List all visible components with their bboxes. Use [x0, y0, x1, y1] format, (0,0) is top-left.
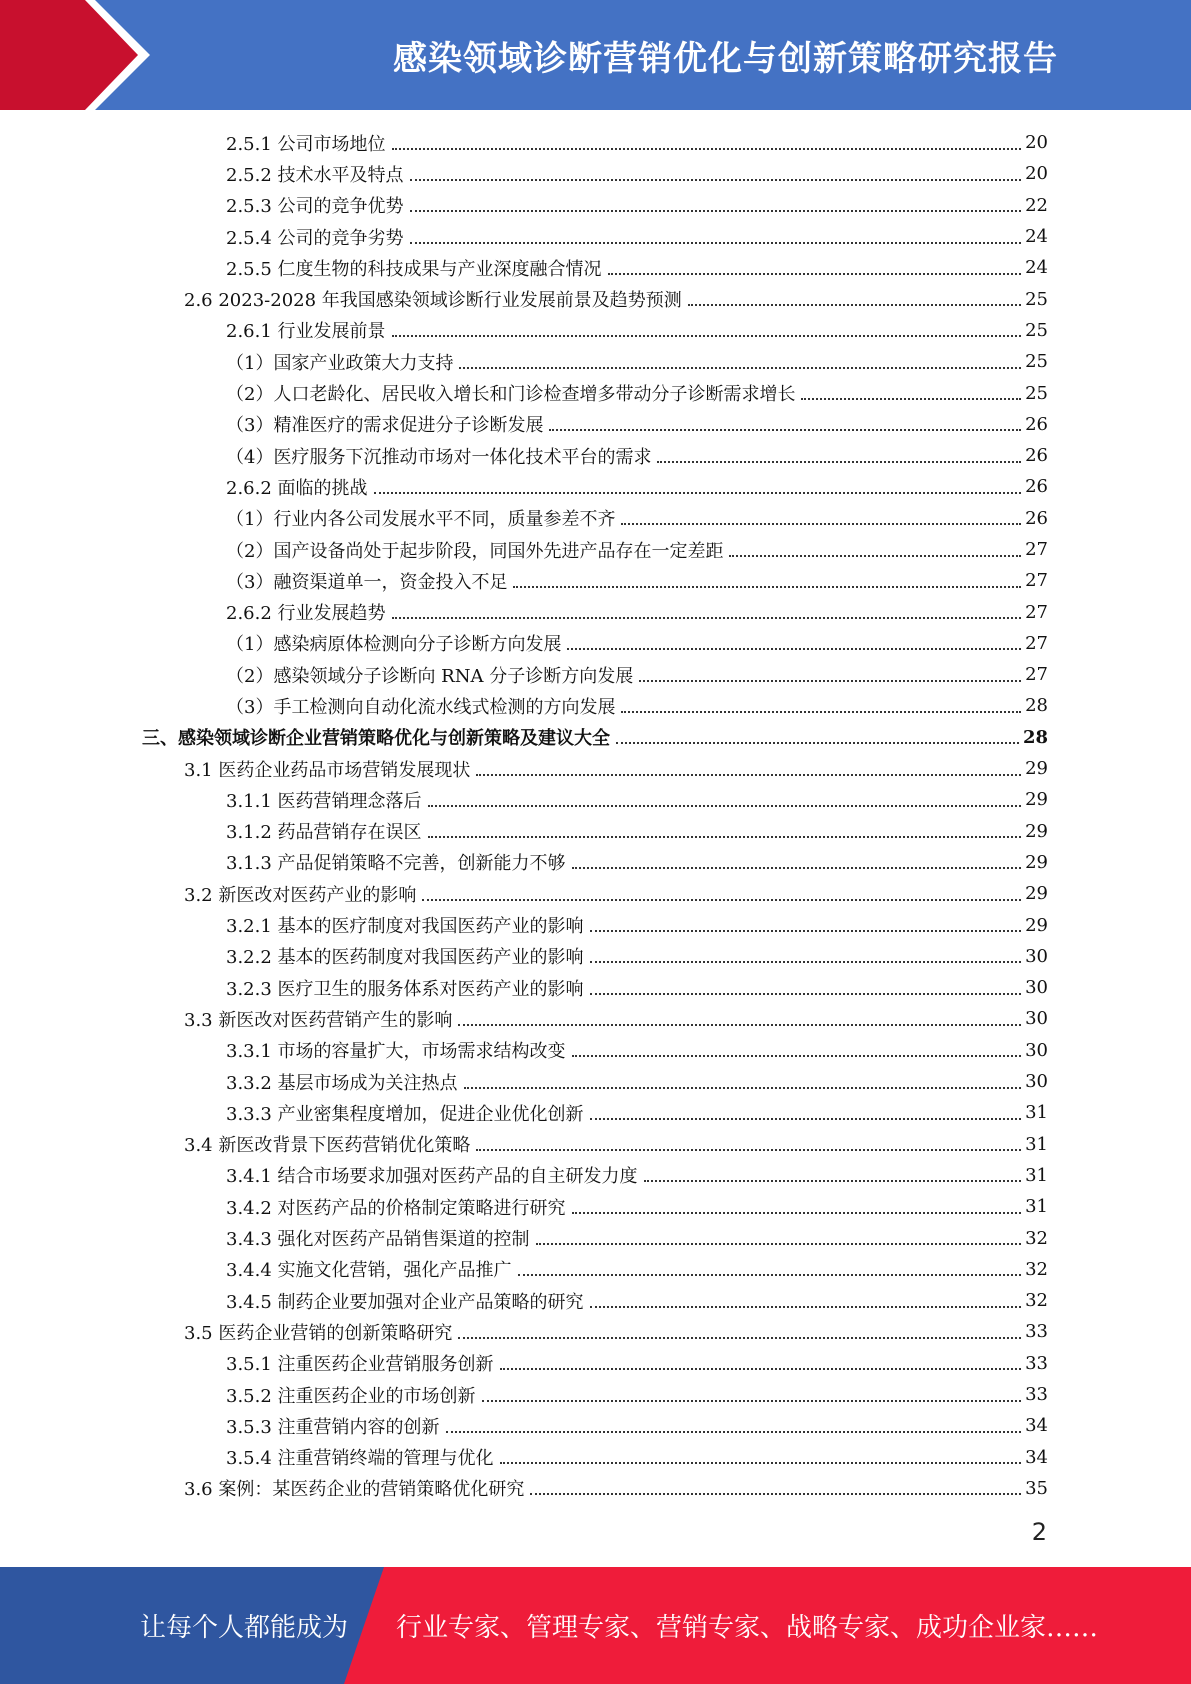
toc-dot-leader	[572, 1212, 1022, 1214]
toc-entry-page: 27	[1025, 539, 1048, 560]
toc-dot-leader	[458, 1024, 1021, 1026]
toc-entry-page: 26	[1025, 445, 1048, 467]
toc-dot-leader	[567, 648, 1021, 650]
toc-entry[interactable]	[226, 1410, 1048, 1441]
toc-dot-leader	[500, 1462, 1022, 1464]
toc-entry-page: 31	[1025, 1102, 1048, 1124]
toc-entry-page: 20	[1025, 163, 1048, 185]
toc-entry-page: 33	[1025, 1384, 1048, 1406]
toc-entry-page: 24	[1025, 257, 1048, 279]
toc-entry[interactable]	[226, 221, 1048, 252]
toc-entry[interactable]	[184, 1003, 1048, 1034]
toc-entry-label: 3.2 新医改对医药产业的影响	[184, 884, 417, 906]
report-title: 感染领域诊断营销优化与创新策略研究报告	[393, 38, 1058, 79]
toc-entry-label: 3.3 新医改对医药营销产生的影响	[184, 1009, 453, 1031]
toc-entry-label: 3.2.3 医疗卫生的服务体系对医药产业的影响	[226, 978, 584, 1000]
toc-entry-label: 3.5 医药企业营销的创新策略研究	[184, 1322, 453, 1344]
toc-entry-label: （3）精准医疗的需求促进分子诊断发展	[226, 415, 544, 437]
toc-entry-label: 3.5.1 注重医药企业营销服务创新	[226, 1354, 494, 1376]
toc-entry[interactable]	[226, 158, 1048, 189]
toc-dot-leader	[410, 210, 1022, 212]
toc-entry[interactable]	[226, 847, 1048, 878]
toc-entry-label: （2）国产设备尚处于起步阶段，同国外先进产品存在一定差距	[226, 540, 724, 562]
toc-entry-label: 3.5.2 注重医药企业的市场创新	[226, 1385, 476, 1407]
toc-entry-label: 3.1 医药企业药品市场营销发展现状	[184, 759, 471, 781]
toc-entry[interactable]	[184, 1473, 1048, 1504]
toc-entry-page: 25	[1025, 382, 1048, 404]
toc-entry-page: 22	[1025, 194, 1048, 216]
toc-entry[interactable]	[226, 972, 1048, 1003]
toc-entry-page: 34	[1025, 1446, 1048, 1468]
toc-entry[interactable]	[226, 1066, 1048, 1097]
toc-dot-leader	[644, 1180, 1022, 1182]
toc-entry-page: 20	[1025, 132, 1048, 154]
table-of-contents	[0, 127, 1191, 1504]
toc-entry[interactable]	[226, 816, 1048, 847]
toc-entry-page: 30	[1025, 1039, 1048, 1061]
page-footer	[0, 1567, 1191, 1684]
toc-entry-page: 30	[1025, 1008, 1048, 1030]
toc-entry[interactable]	[226, 1285, 1048, 1316]
toc-entry-label: 3.4 新医改背景下医药营销优化策略	[184, 1135, 471, 1157]
toc-entry-label: 3.4.4 实施文化营销，强化产品推广	[226, 1260, 512, 1282]
toc-entry-page: 31	[1025, 1133, 1048, 1155]
toc-entry[interactable]	[184, 283, 1048, 314]
toc-entry-label: 3.6 案例：某医药企业的营销策略优化研究	[184, 1479, 525, 1501]
toc-entry-label: （4）医疗服务下沉推动市场对一体化技术平台的需求	[226, 446, 652, 468]
toc-entry-label: 3.1.3 产品促销策略不完善，创新能力不够	[226, 853, 566, 875]
toc-entry[interactable]	[142, 722, 1048, 753]
toc-entry-page: 35	[1025, 1477, 1048, 1499]
toc-entry-page: 27	[1025, 664, 1048, 686]
toc-entry[interactable]	[226, 503, 1048, 534]
toc-entry[interactable]	[184, 1316, 1048, 1347]
toc-dot-leader	[536, 1243, 1022, 1245]
toc-entry-label: 3.2.1 基本的医疗制度对我国医药产业的影响	[226, 916, 584, 938]
toc-entry-label: 2.5.5 仁度生物的科技成果与产业深度融合情况	[226, 258, 602, 280]
toc-entry-page: 32	[1025, 1290, 1048, 1312]
toc-entry[interactable]	[226, 1160, 1048, 1191]
toc-entry-page: 28	[1025, 695, 1048, 717]
toc-entry-page: 27	[1025, 601, 1048, 623]
toc-dot-leader	[729, 555, 1021, 557]
footer-slogan-left: 让每个人都能成为	[140, 1613, 349, 1643]
toc-dot-leader	[458, 1337, 1021, 1339]
toc-dot-leader	[549, 429, 1021, 431]
toc-entry-label: 2.5.1 公司市场地位	[226, 133, 386, 155]
page-header	[0, 0, 1191, 110]
toc-dot-leader	[572, 1055, 1022, 1057]
toc-dot-leader	[482, 1400, 1022, 1402]
toc-entry[interactable]	[226, 440, 1048, 471]
toc-entry-label: 3.4.5 制药企业要加强对企业产品策略的研究	[226, 1291, 584, 1313]
toc-dot-leader	[374, 492, 1022, 494]
toc-entry-label: 2.6 2023-2028 年我国感染领域诊断行业发展前景及趋势预测	[184, 290, 682, 312]
toc-entry[interactable]	[226, 1035, 1048, 1066]
toc-entry-page: 30	[1025, 945, 1048, 967]
toc-entry-page: 31	[1025, 1164, 1048, 1186]
toc-entry-page: 32	[1025, 1227, 1048, 1249]
toc-dot-leader	[572, 867, 1022, 869]
toc-dot-leader	[590, 930, 1022, 932]
toc-entry-label: 3.5.4 注重营销终端的管理与优化	[226, 1448, 494, 1470]
toc-entry-label: 2.5.4 公司的竞争劣势	[226, 227, 404, 249]
toc-entry[interactable]	[226, 565, 1048, 596]
toc-dot-leader	[392, 335, 1022, 337]
toc-dot-leader	[518, 1274, 1022, 1276]
toc-entry-label: 3.4.3 强化对医药产品销售渠道的控制	[226, 1229, 530, 1251]
toc-dot-leader	[590, 1118, 1022, 1120]
toc-entry[interactable]	[226, 377, 1048, 408]
toc-entry-page: 29	[1025, 914, 1048, 936]
toc-dot-leader	[801, 398, 1021, 400]
toc-entry-page: 33	[1025, 1352, 1048, 1374]
toc-entry[interactable]	[226, 784, 1048, 815]
toc-entry-page: 29	[1025, 851, 1048, 873]
toc-entry-page: 25	[1025, 351, 1048, 373]
toc-dot-leader	[500, 1368, 1022, 1370]
toc-entry-label: 2.6.2 面临的挑战	[226, 477, 368, 499]
toc-dot-leader	[428, 805, 1022, 807]
toc-entry-label: 三、感染领域诊断企业营销策略优化与创新策略及建议大全	[142, 728, 610, 750]
toc-entry[interactable]	[226, 534, 1048, 565]
toc-entry[interactable]	[226, 190, 1048, 221]
toc-entry-label: 3.4.1 结合市场要求加强对医药产品的自主研发力度	[226, 1166, 638, 1188]
toc-entry-label: （2）人口老龄化、居民收入增长和门诊检查增多带动分子诊断需求增长	[226, 384, 796, 406]
toc-dot-leader	[410, 179, 1022, 181]
toc-entry-label: 2.5.3 公司的竞争优势	[226, 196, 404, 218]
toc-dot-leader	[616, 742, 1019, 744]
toc-entry[interactable]	[184, 753, 1048, 784]
toc-dot-leader	[428, 836, 1022, 838]
toc-entry-label: 3.4.2 对医药产品的价格制定策略进行研究	[226, 1197, 566, 1219]
toc-entry-label: 3.5.3 注重营销内容的创新	[226, 1416, 440, 1438]
toc-entry-label: 2.6.2 行业发展趋势	[226, 603, 386, 625]
toc-entry-label: （1）行业内各公司发展水平不同，质量参差不齐	[226, 509, 616, 531]
toc-entry[interactable]	[226, 1441, 1048, 1472]
toc-entry[interactable]	[184, 1129, 1048, 1160]
toc-entry[interactable]	[226, 628, 1048, 659]
toc-entry[interactable]	[226, 127, 1048, 158]
toc-entry[interactable]	[226, 909, 1048, 940]
toc-entry[interactable]	[226, 252, 1048, 283]
toc-entry[interactable]	[226, 1254, 1048, 1285]
toc-entry-page: 31	[1025, 1196, 1048, 1218]
toc-entry-page: 27	[1025, 632, 1048, 654]
toc-dot-leader	[476, 774, 1021, 776]
toc-dot-leader	[621, 711, 1021, 713]
toc-entry[interactable]	[226, 596, 1048, 627]
toc-dot-leader	[464, 1087, 1022, 1089]
toc-entry-page: 30	[1025, 977, 1048, 999]
toc-entry-label: 3.1.2 药品营销存在误区	[226, 822, 422, 844]
toc-entry-page: 30	[1025, 1071, 1048, 1093]
toc-dot-leader	[392, 617, 1022, 619]
toc-entry-label: （2）感染领域分子诊断向 RNA 分子诊断方向发展	[226, 665, 634, 687]
footer-slogan-right: 行业专家、管理专家、营销专家、战略专家、成功企业家……	[396, 1613, 1099, 1643]
toc-entry-label: 3.3.3 产业密集程度增加，促进企业优化创新	[226, 1103, 584, 1125]
toc-entry-page: 34	[1025, 1415, 1048, 1437]
toc-entry-label: （3）融资渠道单一，资金投入不足	[226, 571, 508, 593]
toc-entry-page: 24	[1025, 226, 1048, 248]
toc-entry-page: 32	[1025, 1258, 1048, 1280]
toc-dot-leader	[410, 242, 1022, 244]
toc-entry[interactable]	[226, 315, 1048, 346]
toc-entry-label: 2.5.2 技术水平及特点	[226, 164, 404, 186]
toc-entry-label: （1）感染病原体检测向分子诊断方向发展	[226, 634, 562, 656]
toc-dot-leader	[608, 273, 1022, 275]
toc-entry-page: 26	[1025, 413, 1048, 435]
toc-entry-label: （3）手工检测向自动化流水线式检测的方向发展	[226, 696, 616, 718]
toc-entry[interactable]	[226, 1191, 1048, 1222]
toc-entry[interactable]	[226, 1097, 1048, 1128]
toc-entry-page: 29	[1025, 758, 1048, 780]
toc-dot-leader	[530, 1493, 1021, 1495]
toc-entry-page: 29	[1025, 883, 1048, 905]
toc-entry-page: 26	[1025, 507, 1048, 529]
toc-entry[interactable]	[226, 1348, 1048, 1379]
toc-entry[interactable]	[226, 409, 1048, 440]
toc-entry-label: 3.3.1 市场的容量扩大，市场需求结构改变	[226, 1041, 566, 1063]
toc-entry[interactable]	[184, 878, 1048, 909]
page-number: 2	[1031, 1518, 1047, 1546]
toc-dot-leader	[590, 993, 1022, 995]
toc-dot-leader	[590, 1306, 1022, 1308]
toc-dot-leader	[422, 899, 1021, 901]
toc-entry[interactable]	[226, 941, 1048, 972]
toc-entry-page: 29	[1025, 789, 1048, 811]
toc-dot-leader	[639, 680, 1021, 682]
toc-entry-page: 33	[1025, 1321, 1048, 1343]
toc-dot-leader	[590, 961, 1022, 963]
toc-entry[interactable]	[226, 346, 1048, 377]
toc-entry-page: 29	[1025, 820, 1048, 842]
toc-dot-leader	[459, 367, 1021, 369]
toc-entry[interactable]	[226, 1222, 1048, 1253]
toc-entry-page: 27	[1025, 570, 1048, 592]
toc-dot-leader	[688, 304, 1021, 306]
toc-entry-label: 3.2.2 基本的医药制度对我国医药产业的影响	[226, 947, 584, 969]
toc-entry-page: 26	[1025, 476, 1048, 498]
toc-entry-page: 25	[1025, 288, 1048, 310]
toc-dot-leader	[621, 523, 1021, 525]
toc-dot-leader	[657, 461, 1021, 463]
toc-entry[interactable]	[226, 471, 1048, 502]
toc-entry-page: 25	[1025, 319, 1048, 341]
toc-entry[interactable]	[226, 690, 1048, 721]
toc-entry-label: （1）国家产业政策大力支持	[226, 352, 454, 374]
toc-dot-leader	[513, 586, 1021, 588]
toc-entry-page: 28	[1022, 726, 1048, 748]
toc-dot-leader	[392, 148, 1022, 150]
toc-entry[interactable]	[226, 1379, 1048, 1410]
toc-entry-label: 3.1.1 医药营销理念落后	[226, 790, 422, 812]
toc-dot-leader	[476, 1149, 1021, 1151]
toc-entry-label: 2.6.1 行业发展前景	[226, 321, 386, 343]
toc-dot-leader	[446, 1431, 1022, 1433]
toc-entry-label: 3.3.2 基层市场成为关注热点	[226, 1072, 458, 1094]
toc-entry[interactable]	[226, 659, 1048, 690]
